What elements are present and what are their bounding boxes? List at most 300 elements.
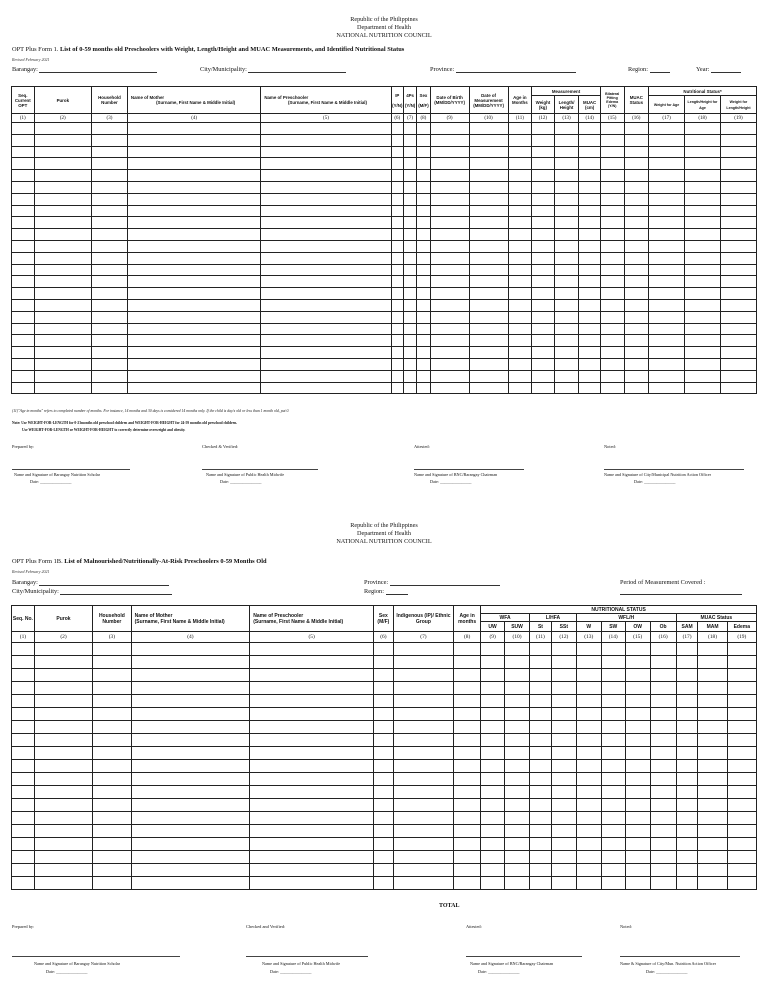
form1-region-input[interactable]: [650, 67, 670, 73]
table-cell[interactable]: [576, 656, 601, 669]
table-cell[interactable]: [698, 656, 727, 669]
table-cell[interactable]: [12, 170, 35, 182]
table-cell[interactable]: [92, 193, 128, 205]
table-cell[interactable]: [530, 721, 552, 734]
table-cell[interactable]: [92, 146, 128, 158]
table-cell[interactable]: [430, 181, 469, 193]
table-cell[interactable]: [579, 311, 601, 323]
table-cell[interactable]: [554, 181, 579, 193]
table-cell[interactable]: [12, 695, 35, 708]
table-cell[interactable]: [650, 825, 676, 838]
table-cell[interactable]: [393, 708, 453, 721]
table-cell[interactable]: [12, 864, 35, 877]
table-cell[interactable]: [554, 264, 579, 276]
form1-province-input[interactable]: [456, 67, 576, 73]
table-cell[interactable]: [417, 382, 430, 394]
table-cell[interactable]: [554, 217, 579, 229]
table-cell[interactable]: [261, 252, 391, 264]
table-cell[interactable]: [454, 825, 481, 838]
table-cell[interactable]: [34, 669, 92, 682]
table-cell[interactable]: [685, 158, 721, 170]
table-cell[interactable]: [624, 358, 649, 370]
table-cell[interactable]: [685, 134, 721, 146]
table-cell[interactable]: [417, 193, 430, 205]
table-cell[interactable]: [554, 382, 579, 394]
table-cell[interactable]: [551, 760, 576, 773]
table-cell[interactable]: [12, 747, 35, 760]
table-cell[interactable]: [601, 656, 625, 669]
table-cell[interactable]: [551, 851, 576, 864]
table-cell[interactable]: [403, 123, 416, 135]
table-cell[interactable]: [403, 335, 416, 347]
table-cell[interactable]: [12, 205, 35, 217]
table-cell[interactable]: [508, 146, 532, 158]
table-cell[interactable]: [532, 181, 555, 193]
table-cell[interactable]: [508, 382, 532, 394]
table-cell[interactable]: [261, 335, 391, 347]
table-cell[interactable]: [508, 370, 532, 382]
table-cell[interactable]: [685, 323, 721, 335]
table-cell[interactable]: [508, 252, 532, 264]
table-cell[interactable]: [685, 311, 721, 323]
table-cell[interactable]: [12, 240, 35, 252]
table-cell[interactable]: [579, 181, 601, 193]
table-cell[interactable]: [127, 370, 260, 382]
table-cell[interactable]: [649, 240, 685, 252]
table-cell[interactable]: [720, 276, 756, 288]
table-cell[interactable]: [12, 276, 35, 288]
table-cell[interactable]: [92, 382, 128, 394]
table-cell[interactable]: [649, 335, 685, 347]
table-cell[interactable]: [393, 695, 453, 708]
table-cell[interactable]: [650, 838, 676, 851]
table-cell[interactable]: [261, 181, 391, 193]
table-cell[interactable]: [650, 747, 676, 760]
table-cell[interactable]: [532, 358, 555, 370]
table-cell[interactable]: [261, 158, 391, 170]
table-cell[interactable]: [92, 323, 128, 335]
table-cell[interactable]: [554, 370, 579, 382]
table-cell[interactable]: [34, 181, 91, 193]
table-cell[interactable]: [374, 734, 394, 747]
table-cell[interactable]: [551, 786, 576, 799]
table-cell[interactable]: [34, 747, 92, 760]
table-cell[interactable]: [92, 335, 128, 347]
table-cell[interactable]: [430, 158, 469, 170]
table-cell[interactable]: [685, 193, 721, 205]
table-cell[interactable]: [12, 193, 35, 205]
table-cell[interactable]: [12, 825, 35, 838]
table-cell[interactable]: [250, 864, 374, 877]
table-cell[interactable]: [505, 864, 530, 877]
form1b-barangay-field[interactable]: [12, 579, 169, 586]
table-cell[interactable]: [469, 299, 508, 311]
table-cell[interactable]: [391, 205, 403, 217]
table-cell[interactable]: [624, 217, 649, 229]
table-cell[interactable]: [508, 276, 532, 288]
table-cell[interactable]: [505, 773, 530, 786]
table-cell[interactable]: [391, 229, 403, 241]
form1-signature-line-chairman[interactable]: [414, 469, 524, 470]
table-cell[interactable]: [34, 205, 91, 217]
table-cell[interactable]: [34, 252, 91, 264]
table-cell[interactable]: [685, 358, 721, 370]
table-cell[interactable]: [481, 656, 505, 669]
table-cell[interactable]: [554, 123, 579, 135]
table-cell[interactable]: [34, 217, 91, 229]
table-cell[interactable]: [676, 695, 698, 708]
table-cell[interactable]: [530, 656, 552, 669]
table-cell[interactable]: [649, 288, 685, 300]
table-cell[interactable]: [261, 347, 391, 359]
table-cell[interactable]: [430, 299, 469, 311]
table-cell[interactable]: [554, 158, 579, 170]
table-cell[interactable]: [624, 252, 649, 264]
table-cell[interactable]: [600, 335, 624, 347]
table-cell[interactable]: [374, 825, 394, 838]
table-cell[interactable]: [650, 864, 676, 877]
table-cell[interactable]: [727, 760, 756, 773]
table-cell[interactable]: [403, 146, 416, 158]
table-cell[interactable]: [92, 229, 128, 241]
table-cell[interactable]: [454, 643, 481, 656]
table-cell[interactable]: [469, 217, 508, 229]
table-cell[interactable]: [685, 240, 721, 252]
table-cell[interactable]: [34, 370, 91, 382]
table-cell[interactable]: [430, 170, 469, 182]
table-cell[interactable]: [261, 370, 391, 382]
table-cell[interactable]: [93, 851, 131, 864]
table-cell[interactable]: [554, 229, 579, 241]
table-cell[interactable]: [393, 877, 453, 890]
table-cell[interactable]: [481, 708, 505, 721]
table-cell[interactable]: [131, 877, 250, 890]
table-cell[interactable]: [579, 123, 601, 135]
table-cell[interactable]: [625, 825, 650, 838]
table-cell[interactable]: [624, 229, 649, 241]
table-cell[interactable]: [34, 786, 92, 799]
table-cell[interactable]: [469, 323, 508, 335]
table-cell[interactable]: [600, 264, 624, 276]
table-cell[interactable]: [532, 193, 555, 205]
table-cell[interactable]: [579, 229, 601, 241]
table-cell[interactable]: [624, 276, 649, 288]
table-cell[interactable]: [508, 170, 532, 182]
table-cell[interactable]: [454, 877, 481, 890]
table-cell[interactable]: [393, 825, 453, 838]
table-cell[interactable]: [576, 864, 601, 877]
table-cell[interactable]: [720, 299, 756, 311]
table-cell[interactable]: [261, 240, 391, 252]
table-cell[interactable]: [34, 264, 91, 276]
table-cell[interactable]: [554, 170, 579, 182]
table-cell[interactable]: [34, 170, 91, 182]
form1-date-midwife[interactable]: Date: _______________: [220, 479, 262, 484]
table-cell[interactable]: [250, 721, 374, 734]
table-cell[interactable]: [34, 643, 92, 656]
table-cell[interactable]: [430, 229, 469, 241]
table-cell[interactable]: [127, 252, 260, 264]
table-cell[interactable]: [131, 682, 250, 695]
table-cell[interactable]: [601, 864, 625, 877]
table-cell[interactable]: [481, 877, 505, 890]
form1-city-input[interactable]: [248, 67, 346, 73]
table-cell[interactable]: [469, 170, 508, 182]
table-cell[interactable]: [374, 760, 394, 773]
table-cell[interactable]: [650, 669, 676, 682]
table-cell[interactable]: [417, 335, 430, 347]
table-cell[interactable]: [93, 734, 131, 747]
table-cell[interactable]: [554, 146, 579, 158]
table-cell[interactable]: [391, 193, 403, 205]
table-cell[interactable]: [508, 240, 532, 252]
table-cell[interactable]: [417, 323, 430, 335]
table-cell[interactable]: [649, 311, 685, 323]
table-cell[interactable]: [127, 123, 260, 135]
table-cell[interactable]: [430, 358, 469, 370]
table-cell[interactable]: [374, 721, 394, 734]
table-cell[interactable]: [650, 695, 676, 708]
table-cell[interactable]: [393, 838, 453, 851]
table-cell[interactable]: [454, 747, 481, 760]
table-cell[interactable]: [393, 812, 453, 825]
table-cell[interactable]: [127, 158, 260, 170]
table-cell[interactable]: [127, 276, 260, 288]
table-cell[interactable]: [698, 838, 727, 851]
table-cell[interactable]: [650, 734, 676, 747]
table-cell[interactable]: [12, 734, 35, 747]
table-cell[interactable]: [250, 773, 374, 786]
table-cell[interactable]: [481, 838, 505, 851]
table-cell[interactable]: [34, 146, 91, 158]
table-cell[interactable]: [624, 193, 649, 205]
table-cell[interactable]: [551, 708, 576, 721]
table-cell[interactable]: [530, 682, 552, 695]
table-cell[interactable]: [649, 276, 685, 288]
table-cell[interactable]: [579, 252, 601, 264]
table-cell[interactable]: [393, 786, 453, 799]
table-cell[interactable]: [469, 252, 508, 264]
table-cell[interactable]: [601, 825, 625, 838]
table-cell[interactable]: [576, 760, 601, 773]
table-cell[interactable]: [508, 217, 532, 229]
table-cell[interactable]: [600, 146, 624, 158]
table-cell[interactable]: [600, 252, 624, 264]
table-cell[interactable]: [720, 252, 756, 264]
table-cell[interactable]: [261, 146, 391, 158]
table-cell[interactable]: [481, 786, 505, 799]
table-cell[interactable]: [551, 799, 576, 812]
table-cell[interactable]: [650, 877, 676, 890]
form1-barangay-input[interactable]: [39, 67, 157, 73]
table-cell[interactable]: [676, 760, 698, 773]
table-cell[interactable]: [505, 760, 530, 773]
table-cell[interactable]: [250, 643, 374, 656]
table-cell[interactable]: [625, 864, 650, 877]
table-cell[interactable]: [650, 851, 676, 864]
table-cell[interactable]: [551, 773, 576, 786]
table-cell[interactable]: [576, 786, 601, 799]
table-cell[interactable]: [93, 708, 131, 721]
table-cell[interactable]: [12, 158, 35, 170]
table-cell[interactable]: [469, 288, 508, 300]
table-cell[interactable]: [554, 299, 579, 311]
table-cell[interactable]: [676, 643, 698, 656]
table-cell[interactable]: [127, 193, 260, 205]
table-cell[interactable]: [34, 240, 91, 252]
table-cell[interactable]: [12, 877, 35, 890]
table-cell[interactable]: [12, 288, 35, 300]
table-cell[interactable]: [403, 205, 416, 217]
table-cell[interactable]: [601, 851, 625, 864]
table-cell[interactable]: [625, 656, 650, 669]
table-cell[interactable]: [391, 252, 403, 264]
table-cell[interactable]: [12, 134, 35, 146]
table-cell[interactable]: [650, 656, 676, 669]
table-cell[interactable]: [12, 347, 35, 359]
table-cell[interactable]: [430, 134, 469, 146]
table-cell[interactable]: [417, 158, 430, 170]
table-cell[interactable]: [720, 335, 756, 347]
table-cell[interactable]: [393, 851, 453, 864]
table-cell[interactable]: [649, 146, 685, 158]
table-cell[interactable]: [530, 708, 552, 721]
table-cell[interactable]: [600, 323, 624, 335]
table-cell[interactable]: [508, 311, 532, 323]
table-cell[interactable]: [391, 146, 403, 158]
table-cell[interactable]: [454, 669, 481, 682]
table-cell[interactable]: [454, 721, 481, 734]
table-cell[interactable]: [261, 288, 391, 300]
table-cell[interactable]: [261, 193, 391, 205]
table-cell[interactable]: [92, 181, 128, 193]
table-cell[interactable]: [727, 812, 756, 825]
table-cell[interactable]: [391, 299, 403, 311]
table-cell[interactable]: [601, 799, 625, 812]
table-cell[interactable]: [727, 643, 756, 656]
table-cell[interactable]: [127, 146, 260, 158]
table-cell[interactable]: [698, 864, 727, 877]
table-cell[interactable]: [532, 299, 555, 311]
table-cell[interactable]: [649, 370, 685, 382]
table-cell[interactable]: [649, 158, 685, 170]
table-cell[interactable]: [600, 358, 624, 370]
table-cell[interactable]: [403, 370, 416, 382]
table-cell[interactable]: [508, 193, 532, 205]
table-cell[interactable]: [554, 288, 579, 300]
table-cell[interactable]: [481, 851, 505, 864]
table-cell[interactable]: [250, 851, 374, 864]
table-cell[interactable]: [12, 669, 35, 682]
table-cell[interactable]: [601, 643, 625, 656]
table-cell[interactable]: [624, 264, 649, 276]
table-cell[interactable]: [131, 838, 250, 851]
table-cell[interactable]: [551, 721, 576, 734]
table-cell[interactable]: [685, 229, 721, 241]
table-cell[interactable]: [600, 276, 624, 288]
table-cell[interactable]: [403, 252, 416, 264]
table-cell[interactable]: [505, 786, 530, 799]
table-cell[interactable]: [698, 877, 727, 890]
table-cell[interactable]: [624, 205, 649, 217]
table-cell[interactable]: [554, 134, 579, 146]
table-cell[interactable]: [12, 656, 35, 669]
table-cell[interactable]: [34, 382, 91, 394]
table-cell[interactable]: [600, 382, 624, 394]
table-cell[interactable]: [554, 240, 579, 252]
table-cell[interactable]: [391, 311, 403, 323]
table-cell[interactable]: [393, 656, 453, 669]
table-cell[interactable]: [93, 643, 131, 656]
table-cell[interactable]: [508, 229, 532, 241]
table-cell[interactable]: [93, 695, 131, 708]
table-cell[interactable]: [532, 217, 555, 229]
table-cell[interactable]: [579, 264, 601, 276]
table-cell[interactable]: [600, 158, 624, 170]
table-cell[interactable]: [34, 134, 91, 146]
table-cell[interactable]: [625, 682, 650, 695]
table-cell[interactable]: [391, 240, 403, 252]
table-cell[interactable]: [374, 812, 394, 825]
table-cell[interactable]: [469, 264, 508, 276]
table-cell[interactable]: [93, 773, 131, 786]
table-cell[interactable]: [720, 347, 756, 359]
table-cell[interactable]: [624, 370, 649, 382]
form1-city-field[interactable]: [200, 66, 346, 73]
table-cell[interactable]: [250, 877, 374, 890]
table-cell[interactable]: [625, 773, 650, 786]
table-cell[interactable]: [551, 669, 576, 682]
table-cell[interactable]: [508, 264, 532, 276]
form1b-period-field[interactable]: [620, 579, 705, 586]
table-cell[interactable]: [393, 773, 453, 786]
table-cell[interactable]: [676, 864, 698, 877]
table-cell[interactable]: [430, 217, 469, 229]
table-cell[interactable]: [508, 158, 532, 170]
table-cell[interactable]: [93, 669, 131, 682]
table-cell[interactable]: [469, 335, 508, 347]
table-cell[interactable]: [600, 205, 624, 217]
form1b-signature-line-midwife[interactable]: [246, 956, 368, 957]
table-cell[interactable]: [720, 170, 756, 182]
table-cell[interactable]: [601, 877, 625, 890]
form1b-city-input[interactable]: [60, 589, 172, 595]
table-cell[interactable]: [131, 656, 250, 669]
table-cell[interactable]: [576, 799, 601, 812]
table-cell[interactable]: [649, 347, 685, 359]
table-cell[interactable]: [720, 123, 756, 135]
table-cell[interactable]: [727, 669, 756, 682]
table-cell[interactable]: [624, 158, 649, 170]
table-cell[interactable]: [34, 229, 91, 241]
table-cell[interactable]: [601, 812, 625, 825]
table-cell[interactable]: [34, 825, 92, 838]
table-cell[interactable]: [417, 347, 430, 359]
table-cell[interactable]: [685, 123, 721, 135]
table-cell[interactable]: [469, 311, 508, 323]
table-cell[interactable]: [127, 217, 260, 229]
table-cell[interactable]: [454, 864, 481, 877]
form1b-date-chairman[interactable]: Date: _______________: [478, 969, 520, 974]
table-cell[interactable]: [391, 382, 403, 394]
table-cell[interactable]: [720, 217, 756, 229]
table-cell[interactable]: [403, 217, 416, 229]
table-cell[interactable]: [12, 335, 35, 347]
table-cell[interactable]: [505, 734, 530, 747]
table-cell[interactable]: [727, 864, 756, 877]
table-cell[interactable]: [34, 288, 91, 300]
table-cell[interactable]: [601, 760, 625, 773]
